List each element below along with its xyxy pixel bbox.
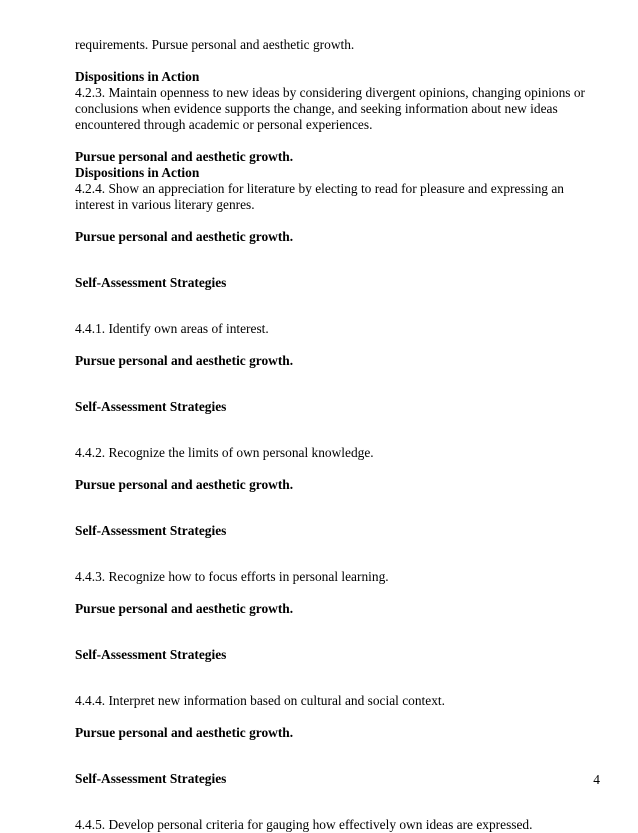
text-line: 4.4.2. Recognize the limits of own personal knowledge.: [75, 445, 374, 460]
section-heading: Pursue personal and aesthetic growth.: [75, 149, 294, 164]
section-heading: Dispositions in Action: [75, 165, 200, 180]
text-line: requirements. Pursue personal and aesthetic growth.: [75, 37, 355, 52]
section-heading: Pursue personal and aesthetic growth.: [75, 229, 294, 244]
text-line: conclusions when evidence supports the change, and seeking information about new ideas: [75, 101, 558, 116]
section-heading: Pursue personal and aesthetic growth.: [75, 353, 294, 368]
section-heading: Self-Assessment Strategies: [75, 399, 227, 414]
text-line: encountered through academic or personal experiences.: [75, 117, 373, 132]
section-heading: Dispositions in Action: [75, 69, 200, 84]
text-line: 4.4.5. Develop personal criteria for gauging how effectively own ideas are expressed.: [75, 817, 533, 832]
text-line: 4.4.1. Identify own areas of interest.: [75, 321, 269, 336]
text-line: 4.4.4. Interpret new information based on cultural and social context.: [75, 693, 445, 708]
document-page: [75, 37, 586, 833]
section-heading: Self-Assessment Strategies: [75, 771, 227, 786]
text-line: interest in various literary genres.: [75, 197, 255, 212]
page-number: 4: [593, 772, 600, 787]
text-line: 4.2.4. Show an appreciation for literature by electing to read for pleasure and expressing an: [75, 181, 564, 196]
section-heading: Self-Assessment Strategies: [75, 523, 227, 538]
section-heading: Self-Assessment Strategies: [75, 647, 227, 662]
section-heading: Pursue personal and aesthetic growth.: [75, 477, 294, 492]
section-heading: Self-Assessment Strategies: [75, 275, 227, 290]
text-line: 4.4.3. Recognize how to focus efforts in personal learning.: [75, 569, 389, 584]
section-heading: Pursue personal and aesthetic growth.: [75, 601, 294, 616]
section-heading: Pursue personal and aesthetic growth.: [75, 725, 294, 740]
text-line: 4.2.3. Maintain openness to new ideas by considering divergent opinions, changing opinions or: [75, 85, 586, 100]
